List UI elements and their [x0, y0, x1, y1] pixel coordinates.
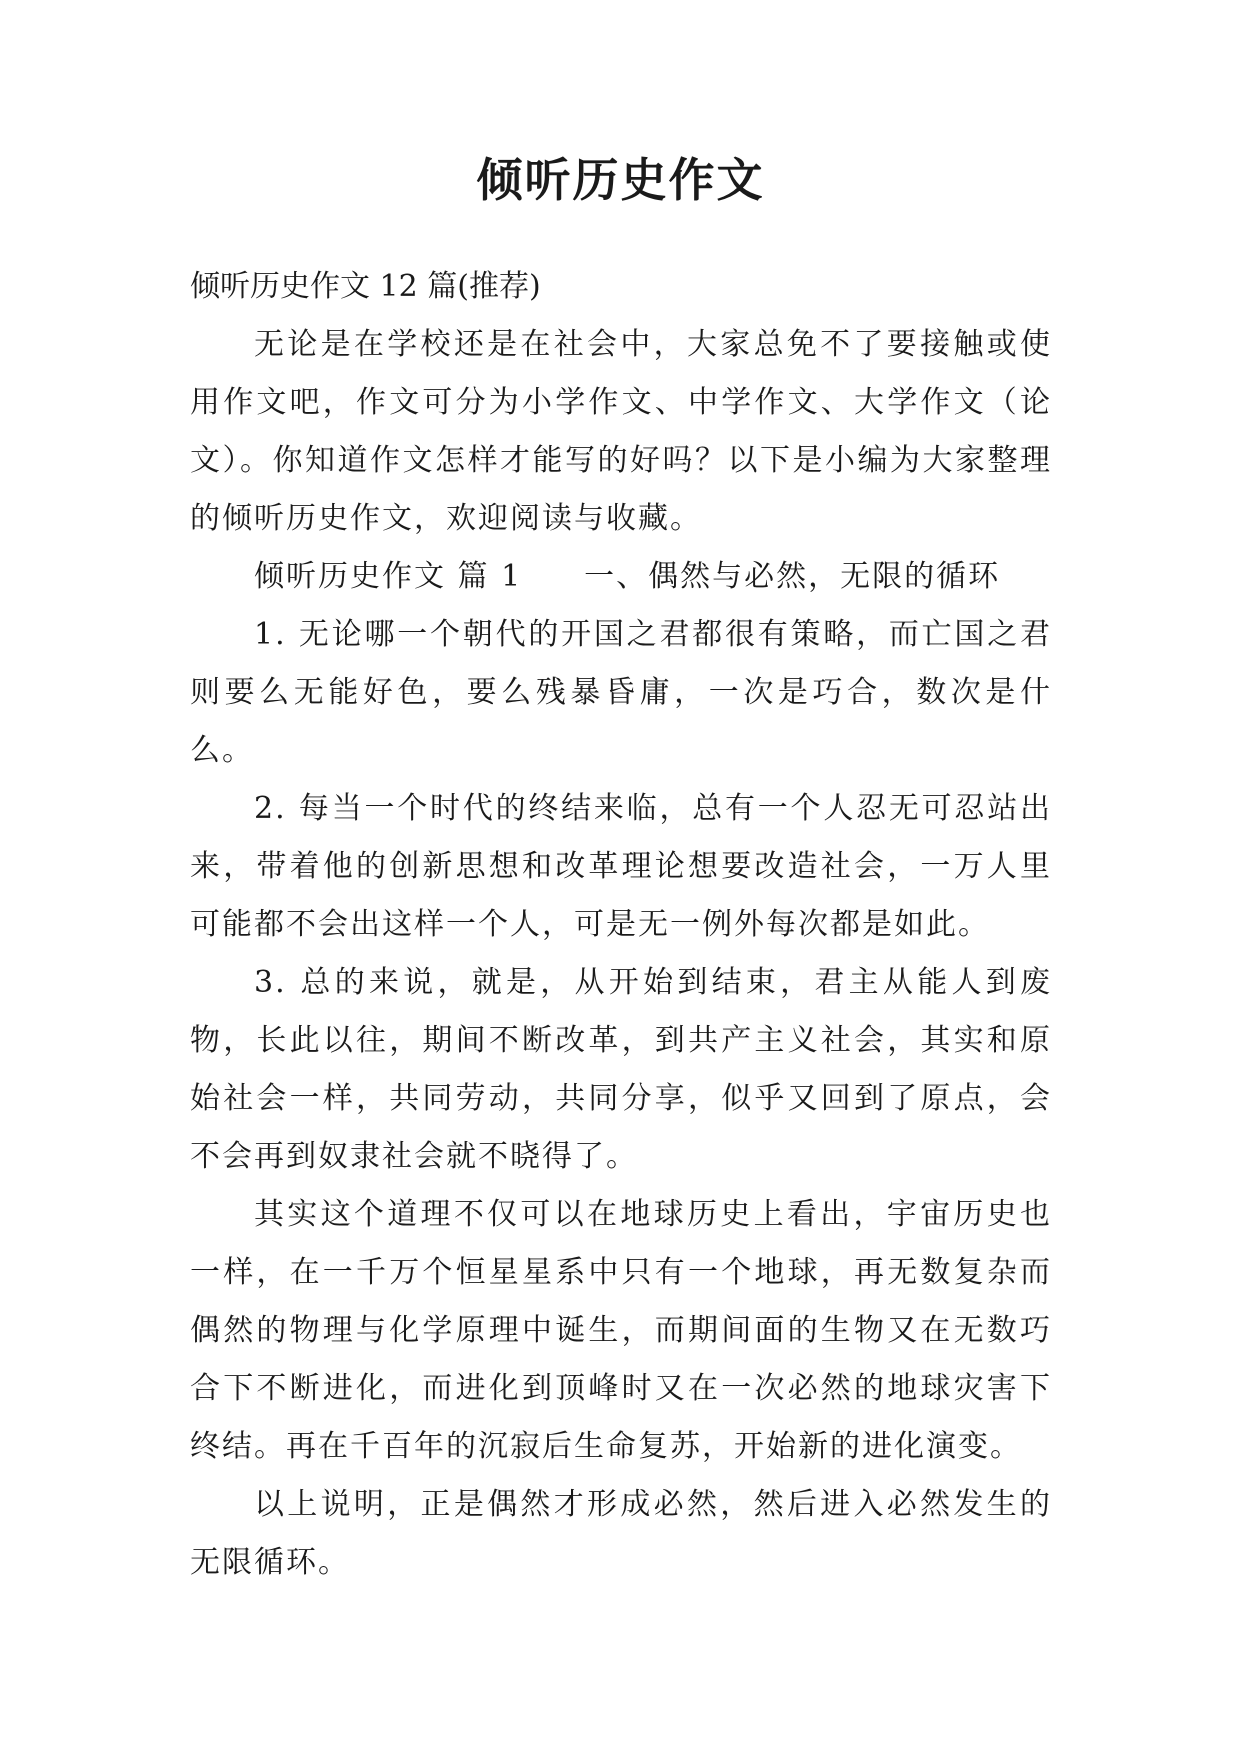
- section-label: 倾听历史作文 篇 1: [254, 559, 523, 594]
- body-paragraph: 2. 每当一个时代的终结来临，总有一个人忍无可忍站出来，带着他的创新思想和改革理论想要改造社会，一万人里可能都不会出这样一个人，可是无一例外每次都是如此。: [190, 791, 1052, 942]
- section-heading: 一、偶然与必然，无限的循环: [584, 559, 1001, 594]
- section-heading-line: [190, 548, 1052, 606]
- body-paragraph: 以上说明，正是偶然才形成必然，然后进入必然发生的无限循环。: [190, 1487, 1052, 1580]
- document-subtitle: 倾听历史作文 12 篇(推荐): [190, 269, 541, 304]
- body-paragraph: 3. 总的来说，就是，从开始到结束，君主从能人到废物，长此以往，期间不断改革，到共产主义社会，其实和原始社会一样，共同劳动，共同分享，似乎又回到了原点，会不会再到奴隶社会就不晓得了。: [190, 965, 1052, 1174]
- body-paragraph: 1. 无论哪一个朝代的开国之君都很有策略，而亡国之君则要么无能好色，要么残暴昏庸，一次是巧合，数次是什么。: [190, 617, 1052, 768]
- document-title: 倾听历史作文: [476, 153, 765, 207]
- document-body: [190, 258, 1052, 1592]
- intro-paragraph: 无论是在学校还是在社会中，大家总免不了要接触或使用作文吧，作文可分为小学作文、中学作文、大学作文（论文）。你知道作文怎样才能写的好吗？以下是小编为大家整理的倾听历史作文，欢迎阅读与收藏。: [190, 327, 1052, 536]
- body-paragraph: 其实这个道理不仅可以在地球历史上看出，宇宙历史也一样，在一千万个恒星星系中只有一个地球，再无数复杂而偶然的物理与化学原理中诞生，而期间面的生物又在无数巧合下不断进化，而进化到顶峰时又在一次必然的地球灾害下终结。再在千百年的沉寂后生命复苏，开始新的进化演变。: [190, 1197, 1052, 1464]
